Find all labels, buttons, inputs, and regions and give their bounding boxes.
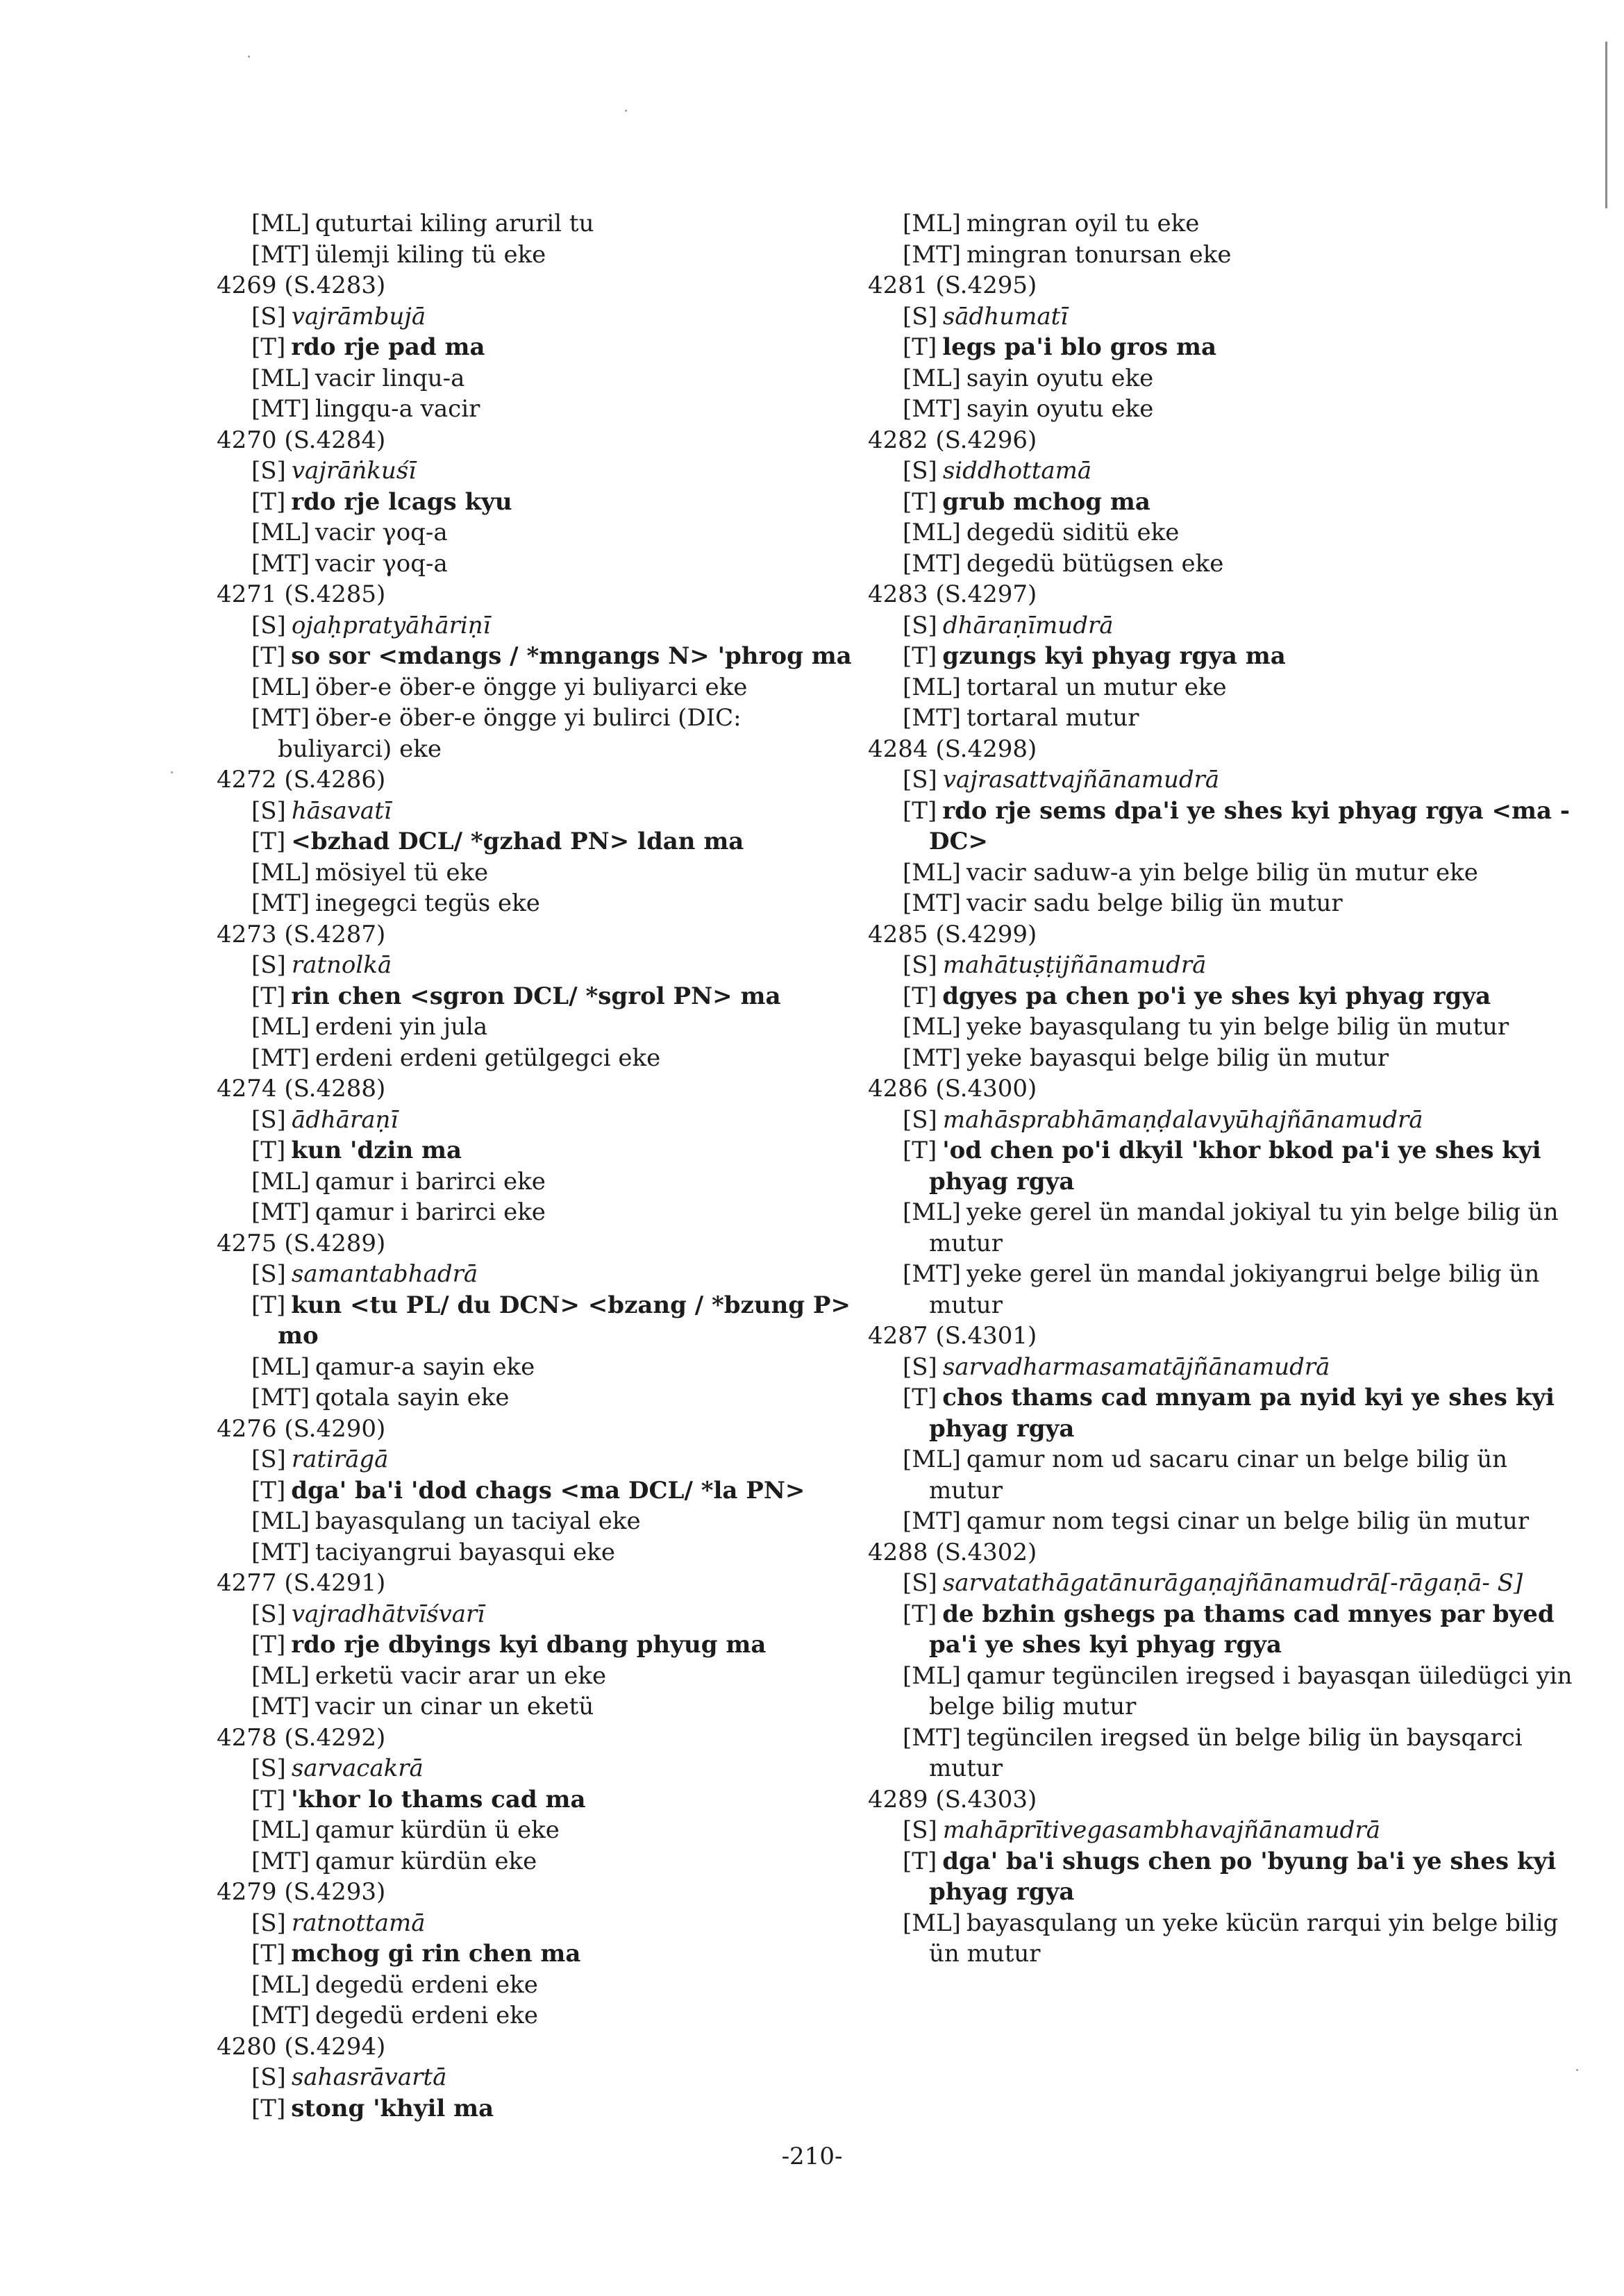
field-text: sayin oyutu eke — [966, 395, 1154, 423]
field-tag: [MT] — [903, 1723, 962, 1752]
field-tag: [MT] — [251, 1847, 310, 1875]
entry-number: 4274 (S.4288) — [217, 1075, 386, 1103]
field-tag: [S] — [903, 611, 937, 639]
entry-number: 4283 (S.4297) — [868, 580, 1037, 608]
entry-field — [868, 487, 1576, 518]
field-text: sādhumatī — [942, 302, 1069, 330]
field-tag: [ML] — [251, 364, 310, 392]
entry-field — [217, 796, 862, 827]
field-text: yeke bayasqui belge bilig ün mutur — [966, 1044, 1389, 1072]
entry-field — [217, 332, 862, 363]
field-text: erdeni erdeni getülgegci eke — [315, 1044, 661, 1072]
field-tag: [T] — [903, 982, 937, 1010]
field-tag: [S] — [251, 1754, 286, 1782]
field-text: rdo rje sems dpa'i ye shes kyi phyag rgya <ma -DC> — [929, 796, 1570, 855]
entry-field — [868, 1661, 1576, 1723]
field-tag: [ML] — [251, 1970, 310, 1999]
field-tag: [T] — [903, 642, 937, 670]
field-tag: [ML] — [903, 519, 961, 546]
field-tag: [S] — [903, 1569, 937, 1597]
field-text: ratnottamā — [291, 1909, 426, 1937]
field-tag: [MT] — [251, 889, 310, 917]
right-column — [868, 208, 1576, 1970]
entry-field — [217, 1908, 862, 1939]
entry-field — [217, 1599, 862, 1630]
entry-number: 4272 (S.4286) — [217, 766, 386, 794]
entry-field — [217, 610, 862, 642]
field-text: vacir linqu-a — [315, 364, 465, 392]
entry-number: 4270 (S.4284) — [217, 426, 386, 454]
field-text: qamur tegüncilen iregsed i bayasqan üiledügci yin belge bilig mutur — [929, 1661, 1573, 1720]
entry-field — [217, 2093, 862, 2125]
field-tag: [MT] — [251, 1693, 310, 1720]
field-text: ratnolkā — [291, 951, 392, 979]
field-text: lingqu-a vacir — [315, 395, 480, 423]
field-tag: [ML] — [903, 1446, 961, 1473]
left-column — [217, 208, 862, 2124]
entry-number: 4273 (S.4287) — [217, 920, 386, 948]
entry-number: 4271 (S.4285) — [217, 580, 386, 608]
entry-field — [217, 1938, 862, 1970]
entry-field — [217, 2062, 862, 2093]
field-tag: [S] — [251, 951, 286, 979]
scan-speck — [1576, 2069, 1578, 2071]
field-tag: [ML] — [903, 1661, 961, 1690]
field-text: qamur-a sayin eke — [315, 1352, 535, 1381]
field-tag: [ML] — [251, 858, 310, 887]
entry-field — [217, 1012, 862, 1043]
entry-number: 4282 (S.4296) — [868, 426, 1037, 454]
entry-field — [217, 1259, 862, 1290]
field-text: sarvacakrā — [291, 1754, 424, 1782]
entry-field — [868, 703, 1576, 734]
field-tag: [T] — [251, 1476, 286, 1505]
entry-field — [217, 1382, 862, 1414]
entry-number: 4277 (S.4291) — [217, 1569, 386, 1597]
field-text: so sor <mdangs / *mngangs N> 'phrog ma — [291, 642, 852, 670]
field-text: yeke gerel ün mandal jokiyal tu yin belge bilig ün mutur — [929, 1198, 1559, 1257]
entry-field — [217, 517, 862, 548]
field-tag: [ML] — [251, 1507, 310, 1535]
field-text: tortaral un mutur eke — [966, 673, 1227, 701]
entry-field — [868, 1568, 1576, 1599]
field-text: rin chen <sgron DCL/ *sgrol PN> ma — [291, 982, 781, 1010]
scan-speck — [248, 56, 250, 58]
field-text: vacir γoq-a — [315, 549, 448, 578]
entry-field — [868, 1382, 1576, 1444]
entry-field — [868, 1043, 1576, 1074]
field-tag: [MT] — [251, 1198, 310, 1226]
field-tag: [S] — [251, 1260, 286, 1288]
field-tag: [S] — [903, 1352, 937, 1381]
entry-field — [868, 363, 1576, 394]
entry-field — [217, 1197, 862, 1228]
entry-field — [217, 394, 862, 425]
entry-field — [868, 517, 1576, 548]
field-text: qamur nom ud sacaru cinar un belge bilig ün mutur — [929, 1446, 1507, 1505]
entry-field — [868, 455, 1576, 487]
field-text: vacir sadu belge bilig ün mutur — [966, 889, 1343, 917]
entry-field — [868, 796, 1576, 857]
entry-field — [217, 1166, 862, 1198]
field-tag: [T] — [903, 333, 937, 361]
field-text: ülemji kiling tü eke — [315, 240, 546, 269]
entry-field — [217, 1970, 862, 2001]
field-text: inegegci tegüs eke — [315, 889, 540, 917]
entry-field — [868, 394, 1576, 425]
field-text: erdeni yin jula — [315, 1013, 488, 1041]
field-tag: [MT] — [251, 2002, 310, 2029]
field-tag: [S] — [903, 951, 937, 979]
field-text: tortaral mutur — [966, 704, 1139, 732]
entry-number: 4269 (S.4283) — [217, 271, 386, 299]
field-tag: [T] — [251, 1137, 286, 1164]
field-text: tegüncilen iregsed ün belge bilig ün baysqarci mutur — [929, 1723, 1523, 1782]
field-tag: [MT] — [251, 1538, 310, 1566]
field-tag: [ML] — [251, 1013, 310, 1041]
entry-field — [868, 1506, 1576, 1537]
entry-field — [217, 1784, 862, 1816]
field-text: dgyes pa chen po'i ye shes kyi phyag rgya — [942, 982, 1491, 1010]
field-text: ojaḥpratyāhāriṇī — [291, 611, 491, 639]
field-tag: [S] — [903, 766, 937, 794]
entry-field — [217, 950, 862, 981]
field-text: erketü vacir arar un eke — [315, 1661, 607, 1690]
entry-field — [868, 672, 1576, 703]
field-tag: [ML] — [251, 1816, 310, 1844]
field-tag: [S] — [903, 1816, 937, 1844]
entry-number: 4285 (S.4299) — [868, 920, 1037, 948]
field-tag: [S] — [251, 611, 286, 639]
field-tag: [T] — [903, 1137, 937, 1164]
field-tag: [T] — [251, 1785, 286, 1813]
field-tag: [T] — [251, 1940, 286, 1968]
field-tag: [ML] — [251, 673, 310, 701]
scan-speck — [625, 110, 627, 112]
field-tag: [ML] — [903, 1909, 961, 1937]
field-text: gzungs kyi phyag rgya ma — [942, 642, 1286, 670]
entry-field — [217, 1537, 862, 1568]
field-tag: [S] — [251, 1105, 286, 1134]
field-tag: [ML] — [903, 858, 961, 887]
field-tag: [MT] — [903, 1044, 962, 1072]
field-text: öber-e öber-e öngge yi buliyarci eke — [315, 673, 748, 701]
field-tag: [S] — [903, 302, 937, 330]
field-text: quturtai kiling aruril tu — [315, 210, 594, 237]
field-tag: [T] — [251, 828, 286, 855]
entry-field — [868, 764, 1576, 796]
entry-field — [868, 888, 1576, 919]
field-tag: [ML] — [251, 210, 310, 237]
entry-field — [217, 981, 862, 1012]
field-text: degedü bütügsen eke — [966, 549, 1224, 578]
field-text: qamur i barirci eke — [315, 1167, 546, 1196]
entry-field — [868, 301, 1576, 333]
scan-speck — [171, 771, 173, 773]
field-tag: [S] — [251, 1600, 286, 1628]
field-text: bayasqulang un yeke kücün rarqui yin belge bilig ün mutur — [929, 1909, 1559, 1968]
field-text: öber-e öber-e öngge yi bulirci (DIC: buliyarci) eke — [278, 704, 742, 763]
field-tag: [S] — [903, 1105, 937, 1134]
entry-field — [868, 1444, 1576, 1506]
entry-field — [217, 1506, 862, 1537]
field-text: legs pa'i blo gros ma — [942, 333, 1217, 361]
entry-field — [868, 950, 1576, 981]
entry-field — [217, 240, 862, 271]
entry-field — [217, 2000, 862, 2031]
field-text: dga' ba'i shugs chen po 'byung ba'i ye shes kyi phyag rgya — [929, 1847, 1557, 1906]
field-text: taciyangrui bayasqui eke — [315, 1538, 616, 1566]
entry-number: 4275 (S.4289) — [217, 1229, 386, 1257]
field-tag: [MT] — [251, 1384, 310, 1411]
field-text: rdo rje dbyings kyi dbang phyug ma — [291, 1631, 767, 1659]
field-text: 'khor lo thams cad ma — [291, 1785, 586, 1813]
field-text: samantabhadrā — [291, 1260, 478, 1288]
field-text: ratirāgā — [291, 1446, 389, 1473]
entry-field — [868, 1846, 1576, 1908]
entry-number: 4278 (S.4292) — [217, 1723, 386, 1752]
entry-field — [217, 1475, 862, 1507]
entry-field — [217, 1846, 862, 1877]
field-tag: [MT] — [251, 1044, 310, 1072]
field-tag: [T] — [251, 487, 286, 516]
field-tag: [T] — [903, 487, 937, 516]
field-tag: [MT] — [903, 1260, 962, 1288]
field-text: sayin oyutu eke — [966, 364, 1154, 392]
field-tag: [T] — [903, 1384, 937, 1411]
field-tag: [MT] — [251, 240, 310, 269]
field-tag: [MT] — [903, 704, 962, 732]
field-text: mahāprītivegasambhavajñānamudrā — [942, 1816, 1380, 1844]
entry-field — [217, 455, 862, 487]
field-tag: [T] — [903, 1847, 937, 1875]
field-text: chos thams cad mnyam pa nyid kyi ye shes kyi phyag rgya — [929, 1384, 1555, 1443]
field-tag: [ML] — [903, 1198, 961, 1226]
entry-field — [868, 641, 1576, 672]
entry-field — [217, 672, 862, 703]
entry-field — [217, 363, 862, 394]
field-text: qotala sayin eke — [315, 1384, 510, 1411]
entry-field — [217, 1753, 862, 1784]
field-tag: [ML] — [903, 210, 961, 237]
field-text: vacir γoq-a — [315, 519, 448, 546]
field-text: mösiyel tü eke — [315, 858, 489, 887]
entry-field — [868, 1908, 1576, 1970]
field-text: stong 'khyil ma — [291, 2094, 494, 2122]
entry-field — [217, 1691, 862, 1723]
field-text: dga' ba'i 'dod chags <ma DCL/ *la PN> — [291, 1476, 805, 1505]
entry-field — [868, 240, 1576, 271]
entry-field — [217, 1290, 862, 1352]
field-tag: [S] — [251, 457, 286, 485]
field-text: degedü siditü eke — [966, 519, 1180, 546]
entry-field — [217, 1043, 862, 1074]
entry-field — [217, 1105, 862, 1136]
entry-number: 4286 (S.4300) — [868, 1075, 1037, 1103]
entry-field — [868, 857, 1576, 889]
field-tag: [T] — [903, 796, 937, 825]
entry-field — [217, 208, 862, 240]
entry-field — [217, 641, 862, 672]
field-tag: [MT] — [903, 1507, 962, 1535]
field-tag: [S] — [251, 1446, 286, 1473]
field-text: qamur i barirci eke — [315, 1198, 546, 1226]
field-text: vacir un cinar un eketü — [315, 1693, 594, 1720]
field-tag: [MT] — [903, 549, 962, 578]
field-text: rdo rje pad ma — [291, 333, 485, 361]
field-text: vacir saduw-a yin belge bilig ün mutur eke — [966, 858, 1478, 887]
field-text: degedü erdeni eke — [315, 2002, 538, 2029]
page-number: -210- — [781, 2143, 843, 2170]
entry-field — [868, 332, 1576, 363]
field-text: vajrasattvajñānamudrā — [942, 766, 1220, 794]
field-tag: [T] — [251, 2094, 286, 2122]
field-tag: [S] — [251, 1909, 286, 1937]
field-tag: [S] — [251, 302, 286, 330]
entry-number: 4281 (S.4295) — [868, 271, 1037, 299]
field-text: 'od chen po'i dkyil 'khor bkod pa'i ye shes kyi phyag rgya — [929, 1137, 1541, 1196]
field-tag: [MT] — [251, 704, 310, 732]
field-text: mchog gi rin chen ma — [291, 1940, 581, 1968]
field-tag: [ML] — [903, 673, 961, 701]
entry-field — [217, 1661, 862, 1692]
field-text: siddhottamā — [942, 457, 1092, 485]
field-tag: [S] — [903, 457, 937, 485]
entry-field — [217, 703, 862, 764]
entry-field — [868, 1105, 1576, 1136]
entry-field — [868, 1815, 1576, 1846]
field-text: ādhāraṇī — [291, 1105, 399, 1134]
entry-field — [868, 1259, 1576, 1321]
field-text: rdo rje lcags kyu — [291, 487, 512, 516]
entry-field — [217, 1629, 862, 1661]
field-text: qamur nom tegsi cinar un belge bilig ün mutur — [966, 1507, 1530, 1535]
entry-field — [217, 888, 862, 919]
field-text: dhāraṇīmudrā — [942, 611, 1114, 639]
field-text: kun <tu PL/ du DCN> <bzang / *bzung P> mo — [278, 1291, 851, 1350]
field-tag: [ML] — [903, 1013, 961, 1041]
entry-field — [217, 487, 862, 518]
field-text: sahasrāvartā — [291, 2063, 447, 2091]
entry-field — [868, 610, 1576, 642]
field-tag: [MT] — [251, 395, 310, 423]
entry-field — [217, 826, 862, 857]
entry-field — [217, 857, 862, 889]
scan-edge-mark — [1605, 42, 1607, 208]
entry-number: 4288 (S.4302) — [868, 1538, 1037, 1566]
entry-field — [217, 301, 862, 333]
field-tag: [T] — [251, 642, 286, 670]
field-text: yeke bayasqulang tu yin belge bilig ün mutur — [966, 1013, 1509, 1041]
field-text: degedü erdeni eke — [315, 1970, 538, 1999]
entry-field — [868, 1599, 1576, 1661]
entry-field — [868, 1012, 1576, 1043]
field-text: mingran oyil tu eke — [966, 210, 1200, 237]
field-tag: [ML] — [251, 519, 310, 546]
field-tag: [MT] — [903, 889, 962, 917]
entry-number: 4276 (S.4290) — [217, 1414, 386, 1443]
field-tag: [S] — [251, 2063, 286, 2091]
entry-field — [868, 208, 1576, 240]
entry-field — [217, 548, 862, 580]
field-tag: [T] — [251, 982, 286, 1010]
field-text: vajrāṅkuśī — [291, 457, 417, 485]
field-tag: [S] — [251, 796, 286, 825]
field-text: vajradhātvīśvarī — [291, 1600, 485, 1628]
field-text: mingran tonursan eke — [966, 240, 1232, 269]
entry-field — [868, 548, 1576, 580]
field-text: <bzhad DCL/ *gzhad PN> ldan ma — [291, 828, 744, 855]
entry-field — [217, 1135, 862, 1166]
entry-field — [217, 1444, 862, 1475]
entry-field — [868, 981, 1576, 1012]
field-tag: [T] — [251, 1291, 286, 1319]
field-tag: [ML] — [903, 364, 961, 392]
field-tag: [ML] — [251, 1352, 310, 1381]
field-tag: [MT] — [903, 240, 962, 269]
field-text: mahātuṣṭijñānamudrā — [942, 951, 1207, 979]
field-text: sarvadharmasamatājñānamudrā — [942, 1352, 1330, 1381]
field-text: hāsavatī — [291, 796, 392, 825]
entry-number: 4287 (S.4301) — [868, 1322, 1037, 1350]
entry-field — [868, 1352, 1576, 1383]
entry-field — [868, 1197, 1576, 1259]
entry-number: 4279 (S.4293) — [217, 1878, 386, 1906]
field-tag: [ML] — [251, 1167, 310, 1196]
field-tag: [T] — [251, 333, 286, 361]
field-text: yeke gerel ün mandal jokiyangrui belge bilig ün mutur — [929, 1260, 1540, 1319]
field-text: qamur kürdün eke — [315, 1847, 537, 1875]
entry-number: 4280 (S.4294) — [217, 2032, 386, 2061]
field-text: qamur kürdün ü eke — [315, 1816, 560, 1844]
entry-field — [868, 1723, 1576, 1784]
field-text: mahāsprabhāmaṇḍalavyūhajñānamudrā — [942, 1105, 1423, 1134]
field-tag: [MT] — [903, 395, 962, 423]
entry-field — [217, 1352, 862, 1383]
entry-number: 4289 (S.4303) — [868, 1785, 1037, 1813]
field-tag: [T] — [251, 1631, 286, 1659]
field-tag: [MT] — [251, 549, 310, 578]
field-text: bayasqulang un taciyal eke — [315, 1507, 641, 1535]
entry-number: 4284 (S.4298) — [868, 735, 1037, 763]
field-text: grub mchog ma — [942, 487, 1150, 516]
field-tag: [ML] — [251, 1661, 310, 1690]
field-tag: [T] — [903, 1600, 937, 1628]
entry-field — [868, 1135, 1576, 1197]
field-text: kun 'dzin ma — [291, 1137, 462, 1164]
field-text: sarvatathāgatānurāgaṇajñānamudrā[-rāgaṇā- S] — [942, 1569, 1523, 1597]
entry-field — [217, 1815, 862, 1846]
field-text: de bzhin gshegs pa thams cad mnyes par byed pa'i ye shes kyi phyag rgya — [929, 1600, 1555, 1659]
field-text: vajrāmbujā — [291, 302, 426, 330]
